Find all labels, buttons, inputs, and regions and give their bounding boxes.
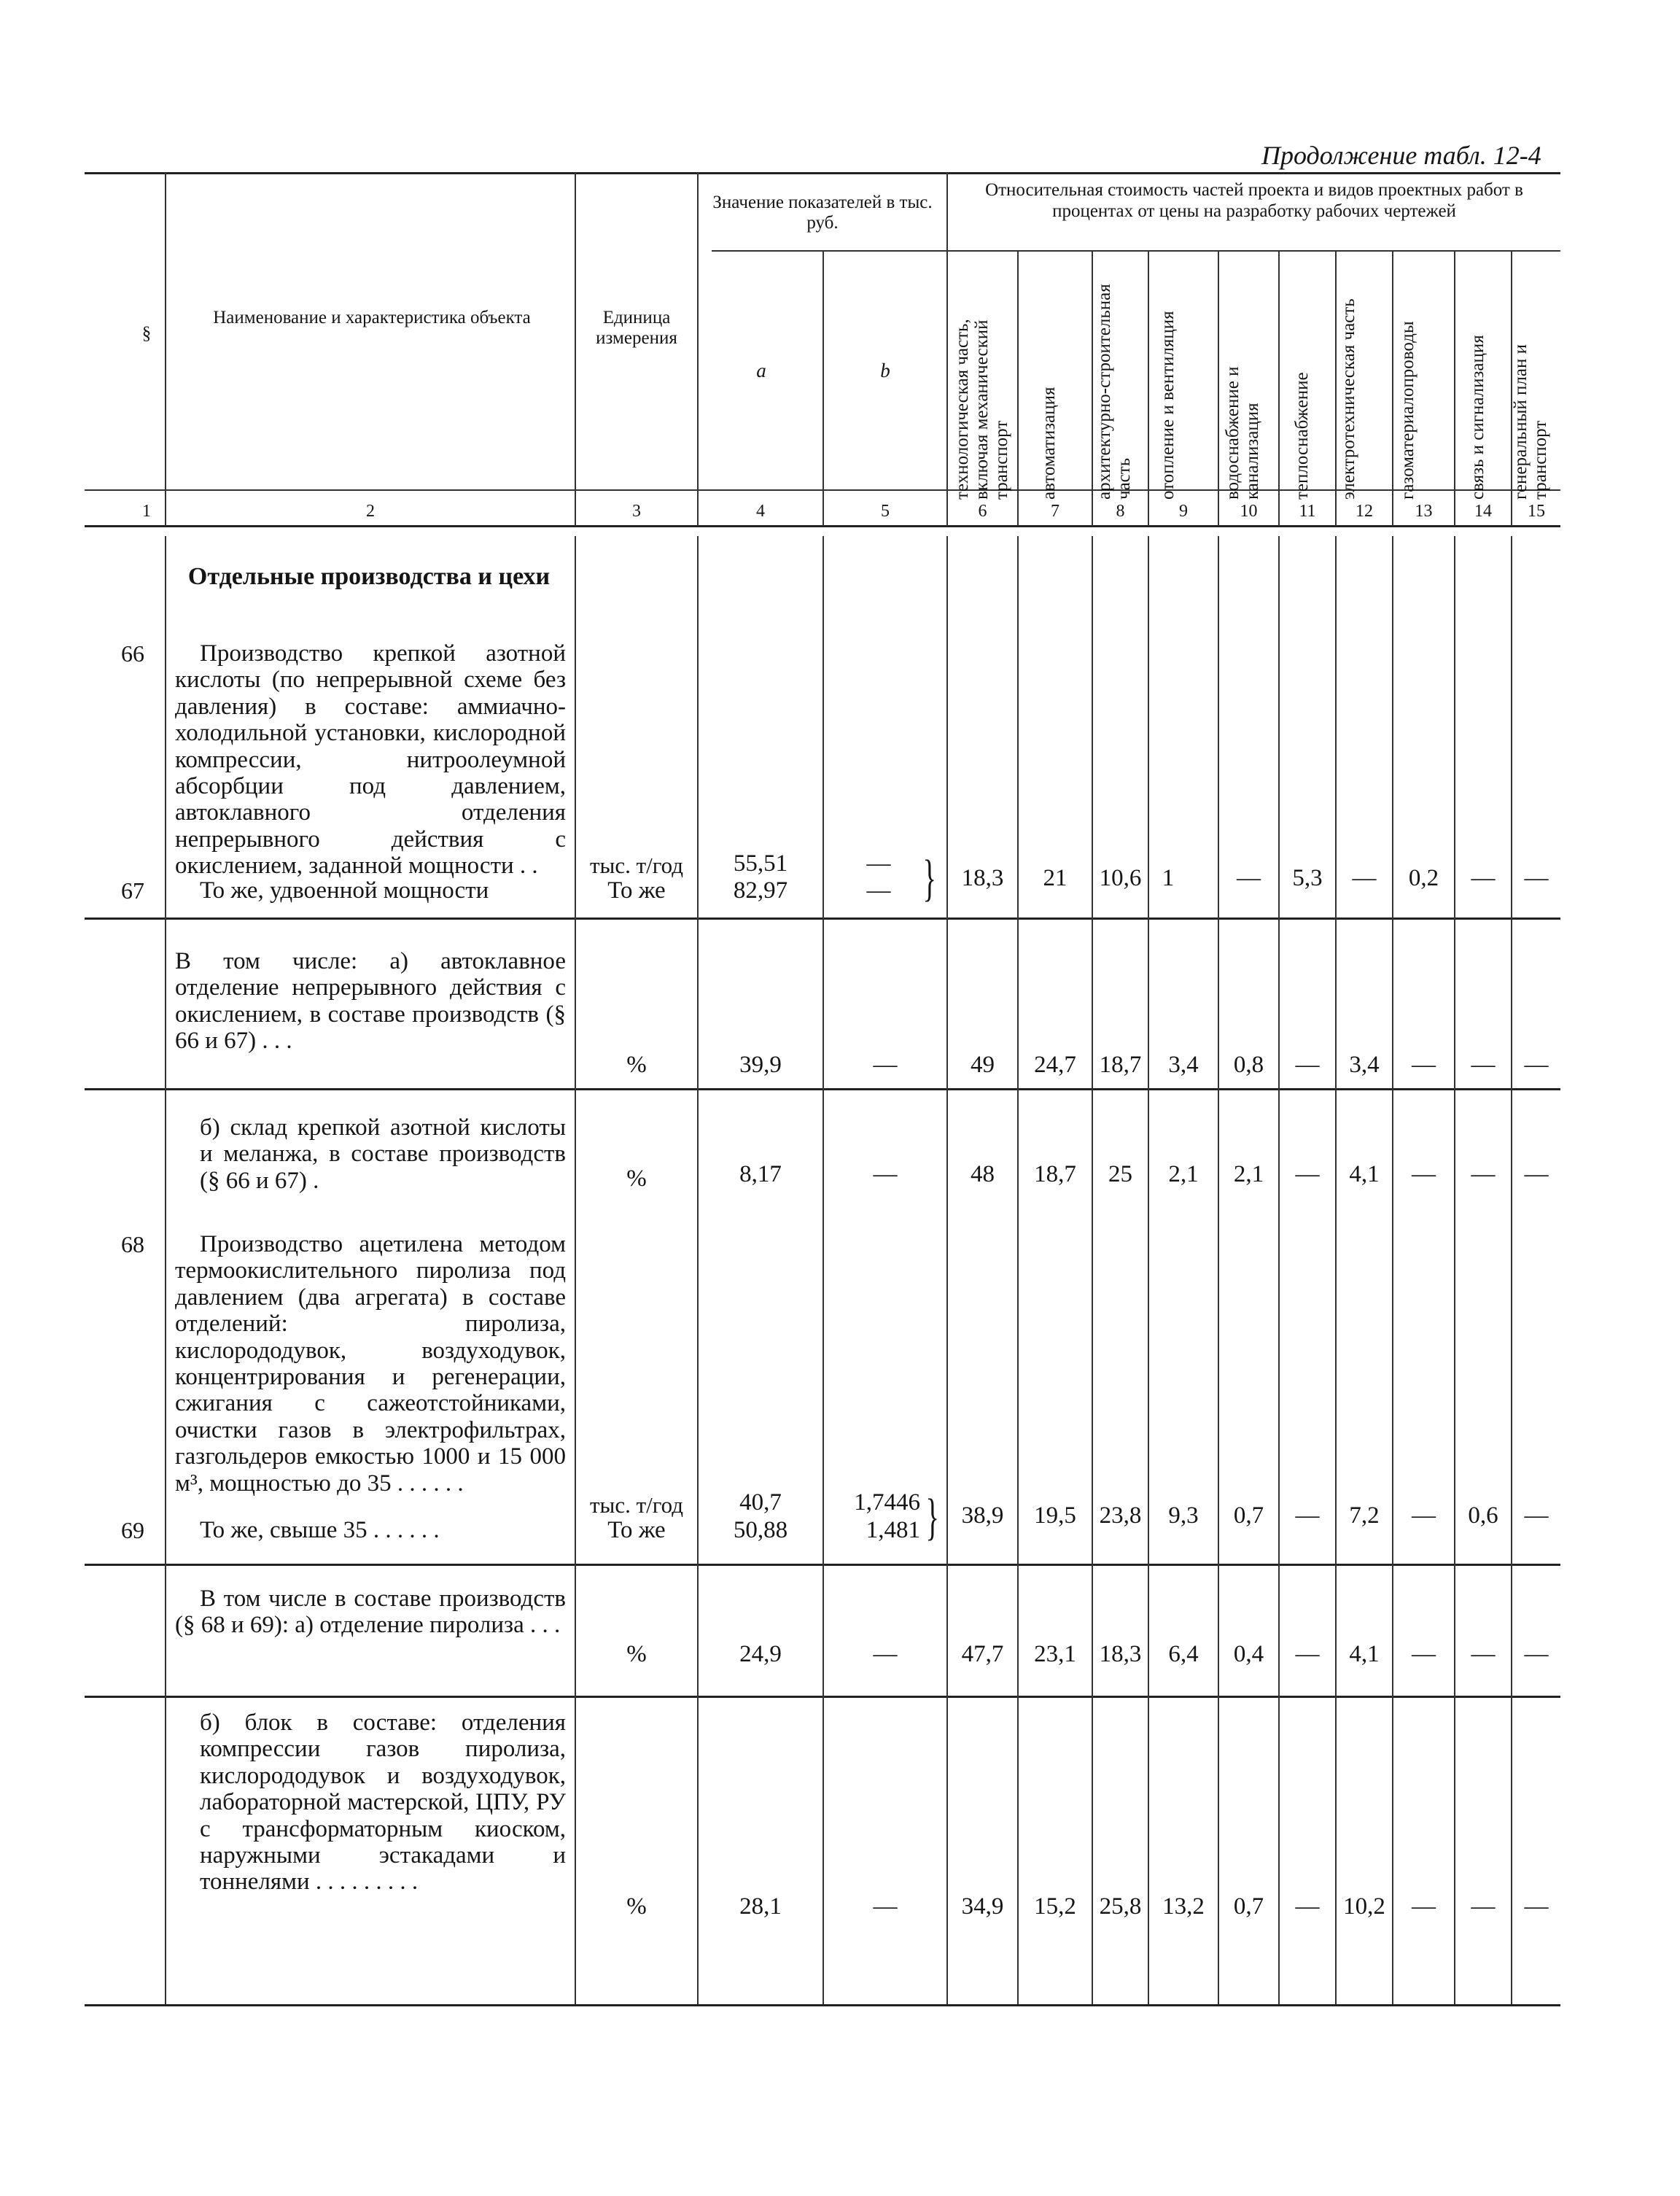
vrule-h-12: [1392, 250, 1393, 526]
incl-a-share-2: 24,7: [1034, 1052, 1076, 1078]
row-66-name: Производство крепкой азотной кислоты (по непрерывной схеме без давления) в составе: аммиачно-холодильной установки, кислородной компрессии, нитроолеумной абсорбции под давлением, автоклавного отделения непрерывного действия с окислением, заданной мощности . .: [175, 640, 566, 880]
vrule-b-12: [1392, 536, 1393, 2004]
row-68-unit: тыс. т/год: [589, 1492, 684, 1518]
incl-b-share-9: —: [1471, 1161, 1496, 1187]
incl-a-share-1: 49: [971, 1052, 995, 1078]
header-share-5: водоснабжение и канализация: [1223, 366, 1262, 500]
colnum-7: 7: [1051, 502, 1059, 521]
r68-share-4: 9,3: [1168, 1502, 1199, 1529]
header-share-10: генеральный план и транспорт: [1511, 344, 1550, 500]
incl-b-share-4: 2,1: [1168, 1161, 1199, 1187]
incl2-a-share-1: 47,7: [961, 1641, 1004, 1667]
incl2-b-share-8: —: [1412, 1893, 1436, 1920]
incl2-a-share-6: —: [1295, 1641, 1320, 1667]
values-group-rule: [712, 250, 946, 252]
vrule-b-2: [575, 536, 576, 2004]
colnum-1: 1: [142, 502, 151, 521]
incl-b-unit: %: [626, 1165, 647, 1192]
vrule-h-8: [1148, 250, 1149, 526]
colnum-9: 9: [1179, 502, 1188, 521]
r68-share-2: 19,5: [1034, 1502, 1076, 1529]
vrule-h-4: [822, 250, 824, 526]
header-section-sign: §: [141, 324, 152, 344]
brace-66-67: }: [922, 850, 937, 907]
vrule-b-14: [1511, 536, 1512, 2004]
row-69-unit: То же: [607, 1517, 666, 1543]
incl2-a-share-5: 0,4: [1233, 1641, 1264, 1667]
incl-a-share-10: —: [1524, 1052, 1549, 1078]
row-66-a: 55,51: [733, 850, 788, 877]
row-68-name: Производство ацетилена методом термоокислительного пиролиза под давлением (два агрегата) в составе отделений: пиролиза, кислорододувок, воздуходувок, концентрирования и регенерации, сжигания с сажеотстойниками, очистки газов в электрофильтрах, газгольдеров емкостью 1000 и 15 000 м³, мощностью до 35 . . . . . .: [175, 1231, 566, 1497]
incl2-b-b: —: [873, 1893, 898, 1920]
vrule-b-10: [1278, 536, 1280, 2004]
vrule-h-1: [165, 172, 166, 526]
r66-share-10: —: [1524, 865, 1549, 891]
incl2-a-share-4: 6,4: [1168, 1641, 1199, 1667]
incl-b-b: —: [873, 1161, 898, 1187]
incl-b-share-8: —: [1412, 1161, 1436, 1187]
header-share-4: отопление и вентиляция: [1158, 311, 1178, 500]
incl-b-a: 8,17: [739, 1161, 782, 1187]
incl2-a-share-2: 23,1: [1034, 1641, 1076, 1667]
vrule-b-4: [822, 536, 824, 2004]
incl2-b-unit: %: [626, 1893, 647, 1920]
incl2-a-b: —: [873, 1641, 898, 1667]
vrule-h-2: [575, 172, 576, 526]
vrule-h-7: [1092, 250, 1093, 526]
row-67-b: —: [866, 877, 891, 904]
incl2-b-share-1: 34,9: [961, 1893, 1004, 1920]
vrule-b-7: [1092, 536, 1093, 2004]
r66-share-8: 0,2: [1408, 865, 1439, 891]
incl2-b-share-6: —: [1295, 1893, 1320, 1920]
incl-a-share-3: 18,7: [1099, 1052, 1142, 1078]
r68-share-9: 0,6: [1468, 1502, 1498, 1529]
colnum-5: 5: [881, 502, 890, 521]
incl-b-share-2: 18,7: [1034, 1161, 1076, 1187]
r66-share-4: 1: [1162, 865, 1175, 891]
incl2-b-share-5: 0,7: [1233, 1893, 1264, 1920]
incl2-b-share-9: —: [1471, 1893, 1496, 1920]
header-unit: Единица измерения: [596, 308, 677, 348]
row-66-unit: тыс. т/год: [589, 853, 684, 878]
vrule-b-8: [1148, 536, 1149, 2004]
colnum-2: 2: [366, 502, 375, 521]
r66-share-9: —: [1471, 865, 1496, 891]
row-69-number: 69: [121, 1517, 144, 1543]
r68-share-7: 7,2: [1349, 1502, 1380, 1529]
vrule-b-13: [1454, 536, 1455, 2004]
colnum-14: 14: [1474, 502, 1492, 521]
header-col-a: a: [756, 360, 766, 381]
incl-a-share-8: —: [1412, 1052, 1436, 1078]
header-shares-group: Относительная стоимость частей проекта и видов проектных работ в процентах от цены на разработку рабочих чертежей: [985, 180, 1523, 221]
header-share-1: технологическая часть, включая механический транспорт: [952, 319, 1011, 500]
header-col-b: b: [880, 360, 890, 381]
incl2-a-name: В том числе в составе производств (§ 68 и 69): а) отделение пиролиза . . .: [175, 1586, 566, 1639]
colnum-13: 13: [1415, 502, 1433, 521]
vrule-b-11: [1335, 536, 1337, 2004]
r66-share-2: 21: [1043, 865, 1068, 891]
incl-a-b: —: [873, 1052, 898, 1078]
r66-share-1: 18,3: [961, 865, 1004, 891]
vrule-h-6: [1017, 250, 1019, 526]
table-bottom-rule: [85, 2004, 1560, 2006]
incl2-a-share-7: 4,1: [1349, 1641, 1380, 1667]
vrule-h-3: [697, 172, 699, 526]
incl2-b-name: б) блок в составе: отделения компрессии газов пиролиза, кислорододувок и воздуходувок, лабораторной мастерской, ЦПУ, РУ с трансформаторным киоском, наружными эстакадами и тоннелями . . . . . . . . .: [200, 1710, 566, 1896]
incl2-a-share-3: 18,3: [1099, 1641, 1142, 1667]
incl2-a-share-9: —: [1471, 1641, 1496, 1667]
header-share-6: теплоснабжение: [1292, 372, 1312, 500]
vrule-h-13: [1454, 250, 1455, 526]
colnum-11: 11: [1299, 502, 1316, 521]
incl-b-share-10: —: [1524, 1161, 1549, 1187]
incl-b-share-3: 25: [1108, 1161, 1132, 1187]
brace-68-69: }: [925, 1489, 940, 1545]
section-title: Отдельные производства и цехи: [187, 563, 551, 590]
row-67-name: То же, удвоенной мощности: [200, 877, 489, 904]
r68-share-6: —: [1295, 1502, 1320, 1529]
incl2-b-share-10: —: [1524, 1893, 1549, 1920]
r66-share-5: —: [1237, 865, 1261, 891]
incl2-a-share-10: —: [1524, 1641, 1549, 1667]
incl-a-share-4: 3,4: [1168, 1052, 1199, 1078]
incl-b-share-1: 48: [971, 1161, 995, 1187]
incl-a-unit: %: [626, 1052, 647, 1078]
row-67-a: 82,97: [733, 877, 788, 904]
vrule-b-3: [697, 536, 699, 2004]
row-68-a: 40,7: [739, 1489, 782, 1516]
incl-a-share-9: —: [1471, 1052, 1496, 1078]
colnum-15: 15: [1528, 502, 1545, 521]
vrule-h-11: [1335, 250, 1337, 526]
row-69-b: 1,481: [866, 1517, 920, 1543]
incl2-b-share-4: 13,2: [1162, 1893, 1205, 1920]
row-67-number: 67: [121, 877, 144, 904]
header-share-8: газоматериалопроводы: [1398, 321, 1418, 500]
incl-b-share-5: 2,1: [1233, 1161, 1264, 1187]
r68-share-3: 23,8: [1099, 1502, 1142, 1529]
row-68-b: 1,7446: [854, 1489, 920, 1516]
incl2-b-share-7: 10,2: [1343, 1893, 1385, 1920]
row-69-name: То же, свыше 35 . . . . . .: [200, 1517, 440, 1543]
incl2-a-a: 24,9: [739, 1641, 782, 1667]
shares-group-rule: [946, 250, 1560, 252]
colnum-6: 6: [978, 502, 987, 521]
table-top-rule: [85, 172, 1560, 174]
vrule-h-9: [1218, 250, 1219, 526]
incl2-b-share-3: 25,8: [1099, 1893, 1142, 1920]
r66-share-3: 10,6: [1099, 865, 1142, 891]
header-share-3: архитектурно-строительная часть: [1094, 284, 1134, 500]
incl-b-name: б) склад крепкой азотной кислоты и меланжа, в составе производств (§ 66 и 67) .: [200, 1114, 566, 1194]
header-values-group: Значение показателей в тыс. руб.: [712, 193, 933, 233]
incl-a-share-7: 3,4: [1349, 1052, 1380, 1078]
vrule-h-10: [1278, 250, 1280, 526]
colnum-4: 4: [756, 502, 765, 521]
incl-a-a: 39,9: [739, 1052, 782, 1078]
colnum-12: 12: [1356, 502, 1373, 521]
incl-b-share-7: 4,1: [1349, 1161, 1380, 1187]
r68-share-1: 38,9: [961, 1502, 1004, 1529]
colnum-8: 8: [1116, 502, 1125, 521]
vrule-b-1: [165, 536, 166, 2004]
incl2-b-share-2: 15,2: [1034, 1893, 1076, 1920]
vrule-b-5: [946, 536, 948, 2004]
row-68-number: 68: [121, 1231, 144, 1257]
r66-share-6: 5,3: [1292, 865, 1323, 891]
colnum-10: 10: [1240, 502, 1258, 521]
r68-share-8: —: [1412, 1502, 1436, 1529]
r68-share-10: —: [1524, 1502, 1549, 1529]
r68-share-5: 0,7: [1233, 1502, 1264, 1529]
header-share-2: автоматизация: [1039, 387, 1059, 500]
vrule-b-6: [1017, 536, 1019, 2004]
row-66-number: 66: [121, 640, 144, 667]
row-67-unit: То же: [607, 877, 666, 904]
vrule-b-9: [1218, 536, 1219, 2004]
r66-share-7: —: [1352, 865, 1377, 891]
row-66-b: —: [866, 850, 891, 877]
incl-b-share-6: —: [1295, 1161, 1320, 1187]
header-share-7: электротехническая часть: [1339, 298, 1358, 500]
incl-a-share-5: 0,8: [1233, 1052, 1264, 1078]
incl-a-name: В том числе: а) автоклавное отделение непрерывного действия с окислением, в составе производств (§ 66 и 67) . . .: [175, 948, 566, 1055]
colnum-3: 3: [632, 502, 641, 521]
header-share-9: связь и сигнализация: [1468, 335, 1488, 500]
continuation-caption: Продолжение табл. 12-4: [1261, 141, 1541, 170]
incl-a-share-6: —: [1295, 1052, 1320, 1078]
incl2-b-a: 28,1: [739, 1893, 782, 1920]
incl2-a-unit: %: [626, 1641, 647, 1667]
incl2-a-share-8: —: [1412, 1641, 1436, 1667]
vrule-h-5: [946, 172, 948, 526]
row-69-a: 50,88: [733, 1517, 788, 1543]
header-name: Наименование и характеристика объекта: [213, 308, 531, 327]
